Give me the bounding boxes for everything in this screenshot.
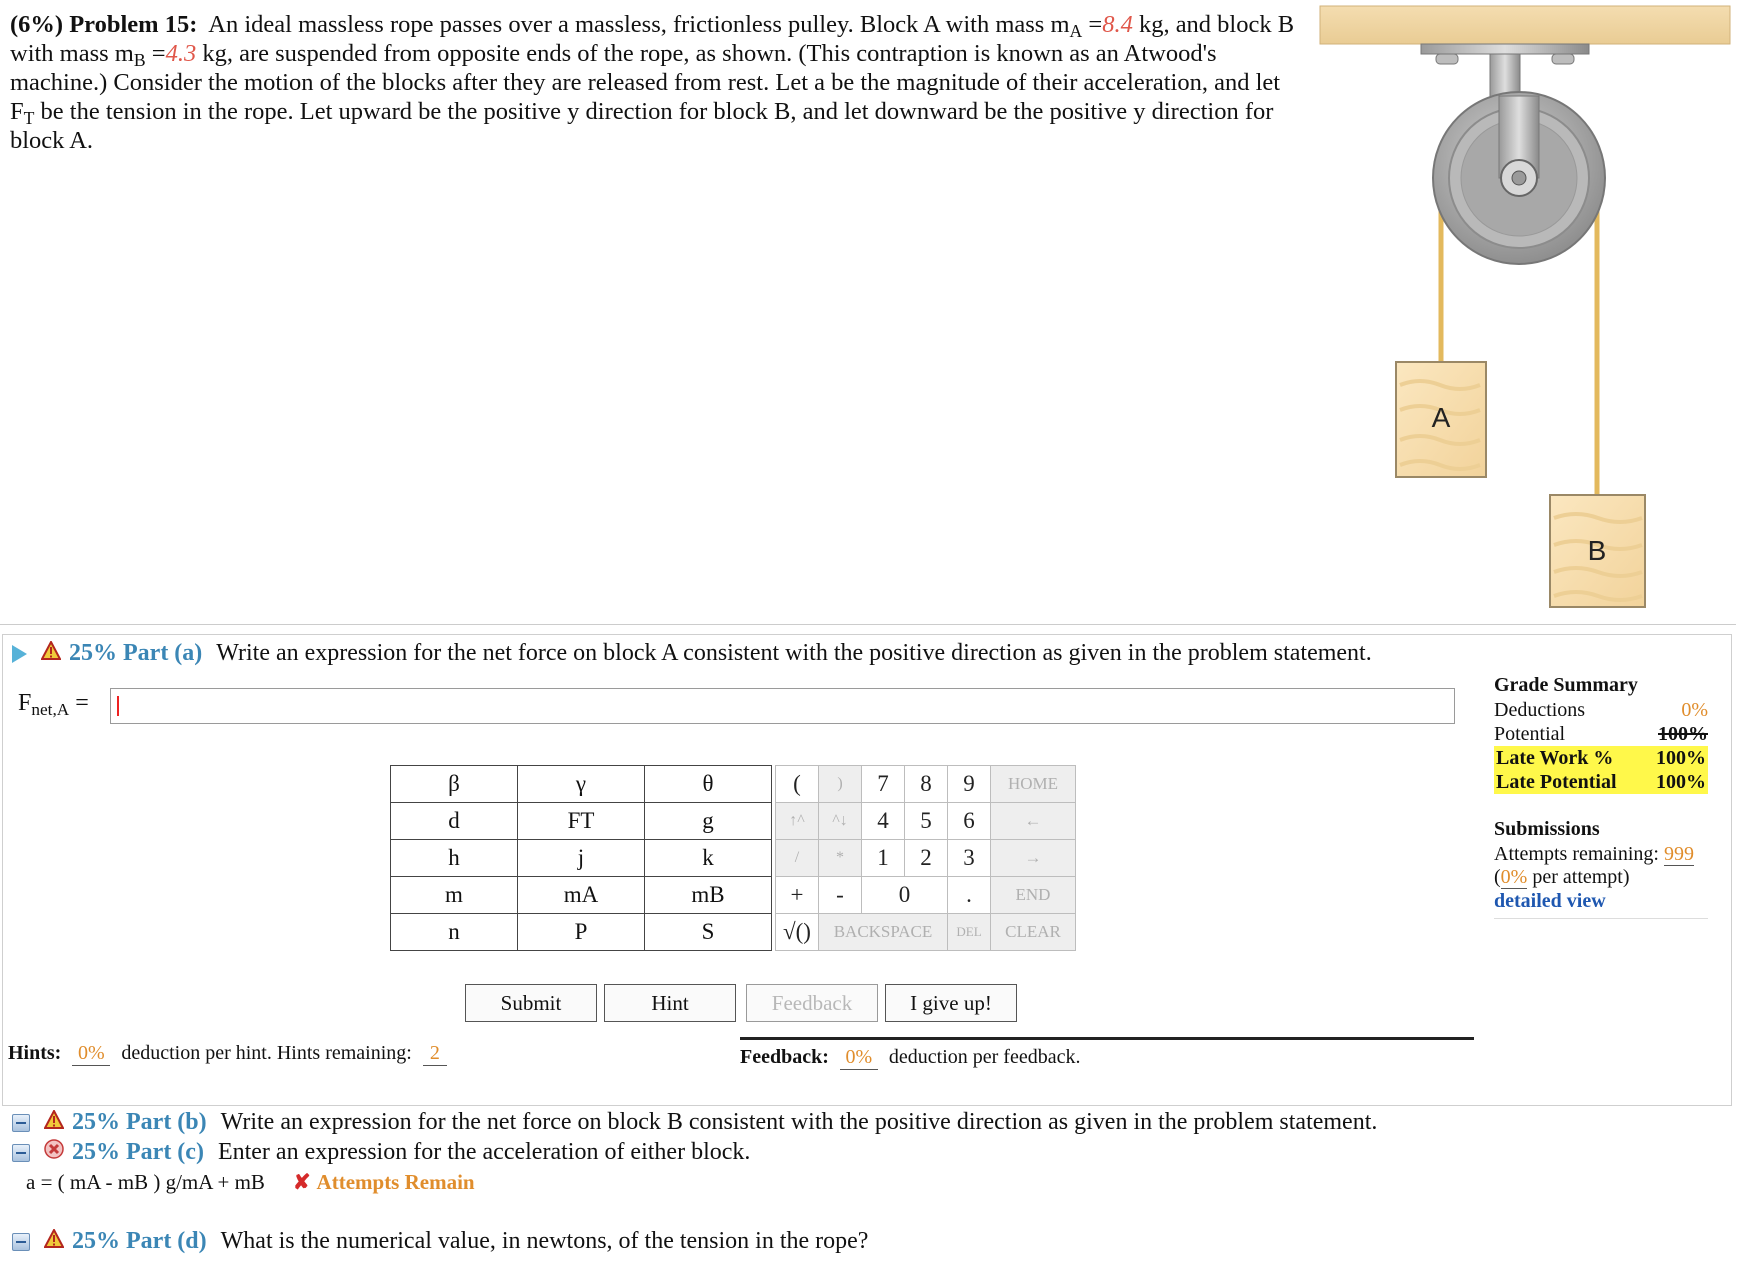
key-9[interactable]: 9 [948,766,991,803]
hints-text: deduction per hint. Hints remaining: [121,1042,412,1064]
key-ft-label: FT [567,808,595,833]
potential-value: 100% [1658,723,1708,745]
key-clear[interactable]: CLEAR [991,914,1076,951]
problem-text-4: be the tension in the rope. Let upward be the positive y direction for block B, and let downward be the positive y direction for block A. [10,98,1274,154]
symbol-keypad [390,765,772,951]
problem-text-1: An ideal massless rope passes over a massless, frictionless pulley. Block A with mass m [208,11,1070,38]
number-keypad [775,765,1076,951]
block-b [1550,495,1645,607]
problem-text-3: kg, are suspended from opposite ends of the rope, as shown. (This contraption is known as an Atwood's machine.) Consider the motion of the blocks after they are released from rest. Let a be the magnitude of their acceleration, and let F [10,40,1281,125]
part-b-header[interactable] [12,1109,1377,1136]
feedback-button[interactable]: Feedback [746,984,878,1022]
key-end[interactable]: END [991,877,1076,914]
answer-label-sub: net,A [31,699,70,719]
key-s[interactable]: S [645,914,772,951]
mount-bolt-left [1436,54,1458,64]
answer-input[interactable] [110,688,1455,724]
attempts-remaining: 999 [1663,843,1694,865]
key-p[interactable]: P [518,914,645,951]
key-5[interactable]: 5 [905,803,948,840]
deductions-label: Deductions [1494,699,1586,721]
part-c-submitted-answer [26,1170,475,1195]
warning-icon [44,1109,64,1136]
grade-summary-title: Grade Summary [1494,674,1638,696]
part-d-prompt: What is the numerical value, in newtons, of the tension in the rope? [220,1228,869,1254]
part-c-prompt: Enter an expression for the acceleration of either block. [217,1139,751,1165]
warning-icon [44,1228,64,1255]
key-j[interactable]: j [518,840,645,877]
submissions-title: Submissions [1494,818,1600,840]
key-open-paren[interactable]: ( [776,766,819,803]
mass-a-subscript: A [1069,20,1083,41]
key-minus[interactable]: - [819,877,862,914]
mass-b-value: 4.3 [165,40,197,67]
key-4[interactable]: 4 [862,803,905,840]
late-potential-label: Late Potential [1496,771,1617,793]
part-c-weight: 25% Part (c) [72,1139,204,1165]
key-6[interactable]: 6 [948,803,991,840]
part-a-header[interactable] [12,640,1372,667]
key-n[interactable]: n [391,914,518,951]
answer-label [18,690,89,717]
hints-label: Hints: [8,1042,62,1064]
hints-remaining: 2 [423,1042,447,1066]
key-right-arrow[interactable]: → [991,840,1076,877]
incorrect-x-icon [44,1139,64,1166]
key-h[interactable]: h [391,840,518,877]
key-8[interactable]: 8 [905,766,948,803]
atwood-machine-figure [1316,0,1736,622]
expand-triangle-icon[interactable] [12,645,27,663]
submit-button[interactable]: Submit [465,984,597,1022]
key-theta[interactable]: θ [645,766,772,803]
key-m[interactable]: m [391,877,518,914]
key-left-arrow[interactable]: ← [991,803,1076,840]
detailed-view-link[interactable]: detailed view [1494,890,1606,912]
mass-a-value: 8.4 [1102,11,1133,38]
mount-plate [1421,44,1589,54]
key-2[interactable]: 2 [905,840,948,877]
potential-label: Potential [1494,723,1566,745]
feedback-deduction: 0% [840,1046,878,1070]
key-superscript-up[interactable]: ↑^ [776,803,819,840]
deductions-value: 0% [1681,699,1708,721]
feedback-label: Feedback: [740,1046,829,1068]
answer-label-main: F [18,690,32,716]
key-7[interactable]: 7 [862,766,905,803]
key-g[interactable]: g [645,803,772,840]
problem-weight: (6%) [10,11,64,38]
problem-text-2: kg, and block B with mass m [10,11,1295,67]
tension-subscript: T [23,107,35,128]
collapse-icon[interactable] [12,1144,30,1162]
ceiling [1320,6,1730,44]
key-beta[interactable]: β [391,766,518,803]
feedback-info [740,1037,1474,1101]
block-b-label: B [1587,535,1607,566]
key-mb[interactable]: mB [645,877,772,914]
atwood-machine-diagram [1316,0,1736,622]
text-caret [117,696,119,716]
part-a-weight: 25% Part (a) [69,640,203,666]
late-potential-value: 100% [1656,771,1706,793]
part-c-answer-text: a = ( mA - mB ) g/mA + mB [26,1170,265,1194]
key-decimal[interactable]: . [948,877,991,914]
hints-info [8,1042,728,1066]
feedback-text: deduction per feedback. [888,1046,1081,1068]
part-d-header[interactable] [12,1228,868,1255]
key-sqrt[interactable]: √() [776,914,819,951]
key-plus[interactable]: + [776,877,819,914]
key-k[interactable]: k [645,840,772,877]
problem-statement: (6%) Problem 15: An ideal massless rope passes over a massless, frictionless pulley. Block A with mass $m_A =8.4$ kg, and block B with mass $m_B =4.3$ kg, are suspended from opposite ends of the rope, as shown. (This contraption is known as an Atwood's machine.) Consider the motion of the blocks after they are released from rest. Let a be the magnitude of their acceleration, and let $F_T$ be the tension in the rope. Let upward be the positive y direction for block B, and let downward be the positive y direction for block A. [10,11,1295,154]
attempts-remain-status [293,1170,475,1195]
mount-bolt-right [1552,54,1574,64]
key-0[interactable]: 0 [862,877,948,914]
key-ft[interactable] [518,803,645,840]
key-gamma[interactable]: γ [518,766,645,803]
per-attempt-text: per attempt) [1527,866,1630,888]
key-ma[interactable]: mA [518,877,645,914]
key-superscript-down[interactable]: ^↓ [819,803,862,840]
x-icon: ✘ [292,1170,311,1194]
hint-deduction: 0% [72,1042,110,1066]
key-delete[interactable]: DEL [948,914,991,951]
warning-icon [41,640,61,667]
collapse-icon[interactable] [12,1233,30,1251]
late-work-value: 100% [1656,747,1706,769]
answer-label-eq: = [69,690,89,716]
key-d[interactable]: d [391,803,518,840]
late-work-label: Late Work % [1496,747,1614,769]
attempts-remain-text: Attempts Remain [316,1170,475,1194]
key-1[interactable]: 1 [862,840,905,877]
key-backspace[interactable]: BACKSPACE [819,914,948,951]
key-divide[interactable]: / [776,840,819,877]
problem-title: Problem 15: [69,11,198,38]
part-d-weight: 25% Part (d) [72,1228,207,1254]
part-b-prompt: Write an expression for the net force on block B consistent with the positive direction as given in the problem statement. [220,1109,1378,1135]
pulley-axle-center [1512,171,1526,185]
part-c-header[interactable] [12,1139,750,1166]
block-a [1396,362,1486,477]
attempts-label: Attempts remaining: [1494,843,1659,865]
key-close-paren[interactable]: ) [819,766,862,803]
key-3[interactable]: 3 [948,840,991,877]
per-attempt-pct: 0% [1500,866,1528,888]
key-multiply[interactable]: * [819,840,862,877]
divider [0,624,1736,625]
mass-b-subscript: B [133,49,146,70]
block-a-label: A [1431,402,1451,433]
part-b-weight: 25% Part (b) [72,1109,207,1135]
key-home[interactable]: HOME [991,766,1076,803]
hint-button[interactable]: Hint [604,984,736,1022]
give-up-button[interactable]: I give up! [885,984,1017,1022]
part-a-prompt: Write an expression for the net force on block A consistent with the positive direction as given in the problem statement. [216,640,1372,666]
grade-summary: Grade Summary Deductions 0% Potential 100% Late Work % 100% Late Potential 100% Submissions Attempts remaining: 999 (0% per attempt) detailed view [1494,672,1708,919]
collapse-icon[interactable] [12,1114,30,1132]
